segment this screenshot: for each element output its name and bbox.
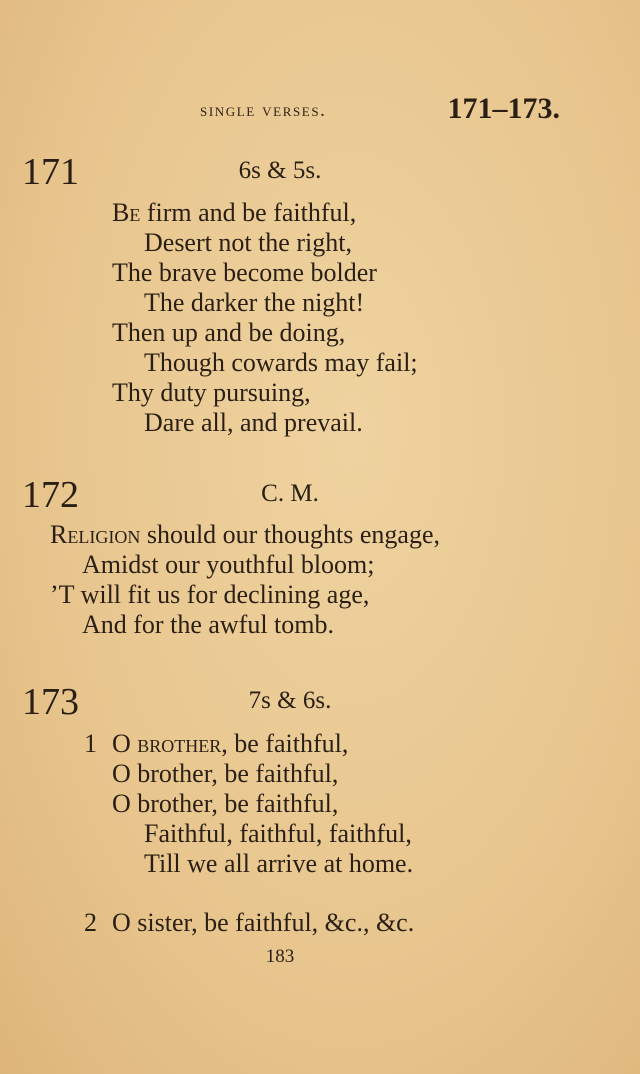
hymn-meter: 7s & 6s.	[248, 687, 332, 714]
verse-line: Desert not the right,	[144, 228, 352, 257]
verse-line: Till we all arrive at home.	[144, 849, 414, 878]
verse-line: Dare all, and prevail.	[144, 408, 363, 437]
verse-line: O sister, be faithful, &c., &c.	[112, 908, 415, 937]
verse-line: Religion should our thoughts engage,	[50, 520, 441, 549]
verse-line: O brother, be faithful,	[112, 729, 349, 758]
hymn-number: 172	[22, 474, 79, 516]
verse-line: Faithful, faithful, faithful,	[144, 819, 412, 848]
hymn-meter: C. M.	[261, 480, 319, 507]
hymn-number: 173	[22, 681, 79, 723]
verse-number: 2	[84, 908, 97, 937]
verse-line: Then up and be doing,	[112, 318, 346, 347]
verse-line: Thy duty pursuing,	[112, 378, 311, 407]
running-head-range: 171–173.	[447, 92, 560, 125]
verse-line: The darker the night!	[144, 288, 365, 317]
hymn-number: 171	[22, 151, 79, 193]
verse-line: ’T will fit us for declining age,	[50, 580, 370, 609]
verse-number: 1	[84, 729, 97, 758]
page-number: 183	[265, 946, 295, 967]
verse-line: And for the awful tomb.	[82, 610, 335, 639]
running-head-title: single verses.	[200, 100, 327, 121]
hymn-meter: 6s & 5s.	[238, 157, 322, 184]
running-head	[200, 92, 560, 126]
verse-line: Amidst our youthful bloom;	[82, 550, 375, 579]
verse-line: O brother, be faithful,	[112, 789, 339, 818]
verse-line: Though cowards may fail;	[144, 348, 418, 377]
verse-line: O brother, be faithful,	[112, 759, 339, 788]
verse-line: Be firm and be faithful,	[112, 198, 357, 227]
verse-line: The brave become bolder	[112, 258, 377, 287]
